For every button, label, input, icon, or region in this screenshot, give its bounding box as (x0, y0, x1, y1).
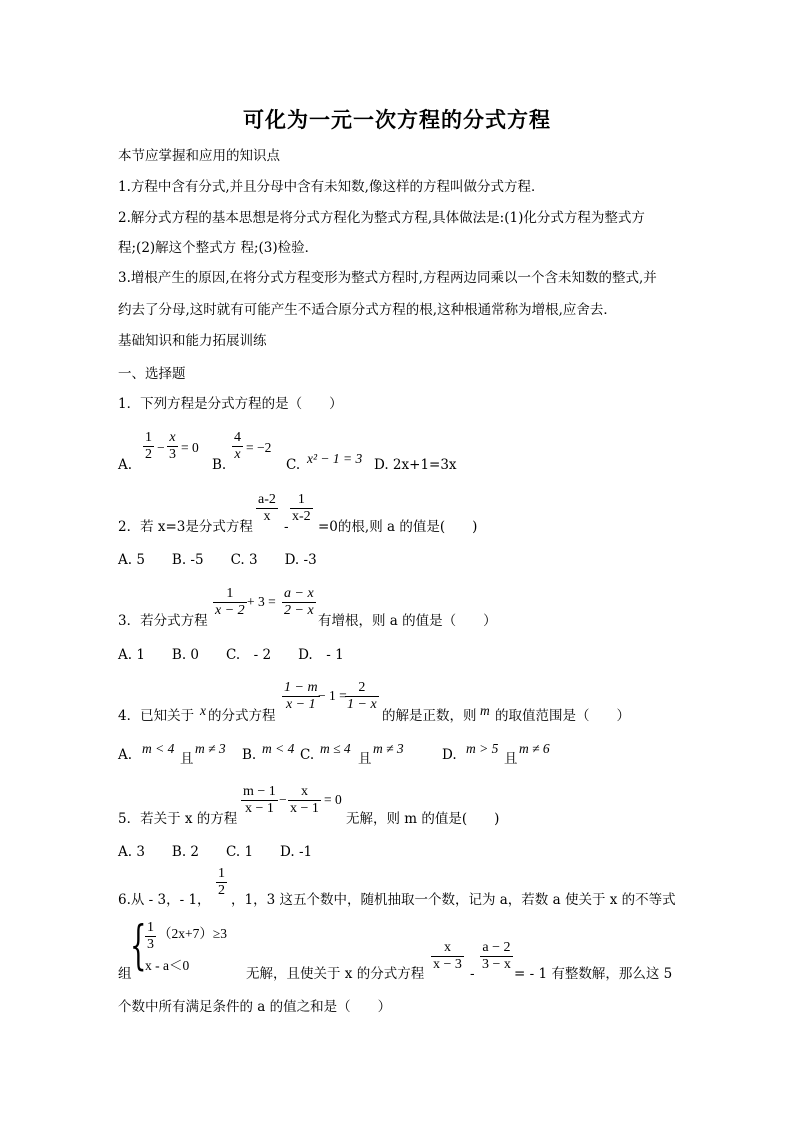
q1-stem: 1．下列方程是分式方程的是（ ） (118, 396, 343, 412)
q4-option-d-label: D. (442, 747, 457, 763)
q6-half-num: 1 (218, 866, 225, 881)
q1-a-f2-num: x (167, 430, 178, 447)
q1-b-fraction (232, 430, 243, 463)
q4-stem-end-b: 的取值范围是（ ） (495, 708, 630, 724)
q1-a-minus: − (157, 440, 165, 455)
knowledge-point-3-line-1: 3.增根产生的原因,在将分式方程变形为整式方程时,方程两边同乘以一个含未知数的整式,并 (118, 270, 657, 286)
q4-f2-den: 1 − x (347, 697, 377, 712)
q4-option-b-label: B. (242, 747, 257, 763)
q1-option-c-label: C. (286, 457, 301, 473)
q2-f1-den: x (263, 509, 271, 524)
q3-options: A. 1 B. 0 C. - 2 D. - 1 (118, 647, 344, 663)
q4-stem-end-a: 的解是正数，则 (382, 708, 477, 724)
q6-half-fraction (216, 866, 227, 899)
q1-option-b-label: B. (212, 457, 227, 473)
q3-stem-start: 3．若分式方程 (118, 613, 208, 629)
q4-option-c-and: 且 (358, 751, 372, 767)
q1-b-rhs: = −2 (246, 440, 272, 455)
q2-f1-num: a-2 (258, 492, 276, 507)
q4-option-d-expr-2: m ≠ 6 (519, 741, 550, 756)
q1-option-d: D. 2x+1=3x (374, 457, 457, 473)
q5-f1-den: x − 1 (244, 801, 274, 816)
q6-stem-cont: ，1，3 这五个数中，随机抽取一个数，记为 a，若数 a 使关于 x 的不等式 (231, 892, 676, 908)
q2-stem-end: =0的根,则 a 的值是( ) (318, 519, 478, 535)
q5-f1-num: m − 1 (243, 784, 276, 799)
q6-stem-d: = - 1 有整数解，那么这 5 (514, 966, 673, 982)
knowledge-point-3-line-2: 约去了分母,这时就有可能产生不适合原分式方程的根,这种根通常称为增根,应舍去． (118, 302, 617, 318)
q6-f2-den: 3 − x (482, 957, 511, 972)
q4-f1-num: 1 − m (284, 680, 318, 695)
q3-f2-den: 2 − x (284, 603, 314, 618)
q6-f2-num: a − 2 (480, 940, 513, 957)
training-heading: 基础知识和能力拓展训练 (118, 333, 267, 349)
q6-sys-den: 3 (147, 937, 154, 952)
q1-a-f1-num: 1 (145, 430, 152, 445)
q2-f2-num: 1 (290, 492, 313, 509)
q1-a-rhs: = 0 (181, 440, 199, 455)
q5-fraction-1 (241, 784, 278, 817)
knowledge-point-2-line-1: 2.解分式方程的基本思想是将分式方程化为整式方程,具体做法是:(1)化分式方程为整式方 (118, 210, 645, 226)
q6-minus: - (470, 966, 475, 982)
q2-stem-start: 2．若 x=3是分式方程 (118, 519, 253, 535)
q5-stem-start: 5．若关于 x 的方程 (118, 811, 238, 827)
q6-sys-num: 1 (147, 920, 154, 935)
q6-stem-start: 6.从 - 3，- 1， (118, 892, 211, 908)
q3-stem-end: 有增根，则 a 的值是（ ） (318, 613, 497, 629)
system-brace: { (130, 916, 147, 976)
q4-stem-start: 4．已知关于 (118, 708, 195, 724)
q6-half-den: 2 (218, 883, 225, 898)
q3-f1-num: 1 (213, 586, 247, 603)
q3-f1-den: x − 2 (215, 603, 245, 618)
q4-option-a-expr-1: m < 4 (142, 741, 175, 756)
q4-option-c-expr-2: m ≠ 3 (373, 741, 404, 756)
q4-f1-den: x − 1 (285, 697, 316, 712)
q5-f2-den: x − 1 (290, 801, 319, 816)
q1-b-num: 4 (234, 430, 241, 445)
q5-minus: − (279, 792, 287, 807)
knowledge-point-2-line-2: 程;(2)解这个整式方 程;(3)检验． (118, 240, 319, 256)
q4-option-a-expr-2: m ≠ 3 (195, 741, 226, 756)
choice-heading: 一、选择题 (118, 366, 186, 382)
knowledge-point-1: 1.方程中含有分式,并且分母中含有未知数,像这样的方程叫做分式方程． (118, 179, 545, 195)
q6-f1-num: x (431, 940, 464, 957)
q6-fraction-2 (480, 940, 513, 973)
q4-f2-num: 2 (345, 680, 379, 697)
q4-var-x: x (200, 703, 206, 718)
q1-a-f1-den: 2 (145, 447, 152, 462)
q5-fraction-2 (288, 784, 321, 817)
q4-option-d-and: 且 (504, 751, 518, 767)
q1-option-a-label: A. (118, 457, 133, 473)
q2-options: A. 5 B. -5 C. 3 D. -3 (118, 552, 317, 568)
q5-f2-num: x (288, 784, 321, 801)
q4-option-a-label: A. (118, 747, 133, 763)
q2-fraction-1 (256, 492, 278, 525)
q3-f2-num: a − x (284, 586, 314, 601)
q6-zu: 组 (118, 966, 132, 982)
q1-c-expression: x² − 1 = 3 (307, 451, 363, 466)
q2-f2-den: x-2 (292, 509, 311, 524)
q6-system-line-2: x - a＜0 (145, 958, 190, 973)
q3-fraction-2 (282, 586, 316, 619)
q4-option-d-expr-1: m > 5 (466, 741, 499, 756)
q5-options: A. 3 B. 2 C. 1 D. -1 (118, 844, 313, 860)
page-title: 可化为一元一次方程的分式方程 (243, 107, 551, 132)
q4-option-b-expr: m < 4 (262, 741, 295, 756)
q3-plus-equals: + 3 = (247, 594, 276, 609)
q2-minus: - (284, 519, 289, 535)
q4-option-a-and: 且 (180, 751, 194, 767)
q4-fraction-1 (282, 680, 320, 713)
q3-fraction-1 (213, 586, 247, 619)
q4-option-c-expr-1: m ≤ 4 (320, 741, 351, 756)
q6-system-fraction (145, 920, 156, 953)
q4-var-m: m (480, 703, 490, 718)
q6-f1-den: x − 3 (433, 957, 462, 972)
q6-system-line-1: （2x+7）≥3 (158, 926, 228, 941)
q1-a-fraction-1 (143, 430, 154, 463)
q6-stem-c: 无解，且使关于 x 的分式方程 (246, 966, 425, 982)
q6-fraction-1 (431, 940, 464, 973)
q5-stem-end: 无解，则 m 的值是( ) (346, 811, 500, 827)
q5-rhs: = 0 (324, 792, 342, 807)
q4-fraction-2 (345, 680, 379, 713)
q4-stem-mid: 的分式方程 (208, 708, 276, 724)
q4-minus-one-equals: − 1 = (318, 688, 347, 703)
q1-a-fraction-2 (167, 430, 178, 463)
q6-stem-e: 个数中所有满足条件的 a 的值之和是（ ） (118, 999, 392, 1015)
knowledge-heading: 本节应掌握和应用的知识点 (118, 148, 280, 164)
q4-option-c-label: C. (300, 747, 315, 763)
q1-b-den: x (234, 447, 241, 462)
q2-fraction-2 (290, 492, 313, 525)
q1-a-f2-den: 3 (169, 447, 176, 462)
